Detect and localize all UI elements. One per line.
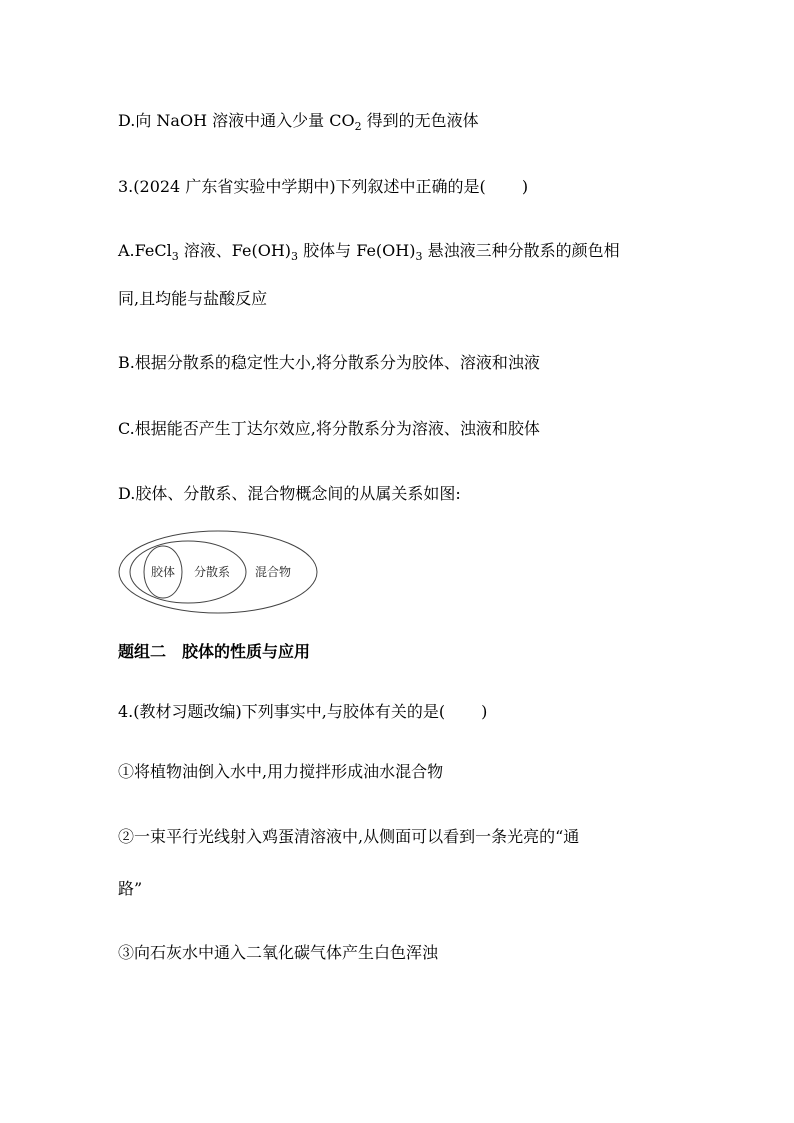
question-3-text: 3.(2024 广东省实验中学期中)下列叙述中正确的是(	[118, 177, 486, 196]
option-d-line	[118, 110, 479, 132]
option-a-text: 胶体与 Fe(OH)	[298, 241, 416, 260]
question-4	[118, 701, 487, 723]
option-a-text: A.FeCl	[118, 241, 172, 260]
option-a-line-1	[118, 240, 620, 262]
middle-label: 分散系	[193, 565, 231, 579]
question-3	[118, 176, 528, 198]
option-c: C.根据能否产生丁达尔效应,将分散系分为溶液、浊液和胶体	[118, 419, 540, 438]
outer-label: 混合物	[254, 565, 292, 579]
section-heading: 题组二 胶体的性质与应用	[118, 642, 311, 661]
item-2-line-1: ②一束平行光线射入鸡蛋清溶液中,从侧面可以看到一条光亮的“通	[118, 827, 580, 846]
subscript: 3	[291, 250, 299, 263]
option-d-text: D.向 NaOH 溶液中通入少量 CO	[118, 111, 355, 130]
option-b: B.根据分散系的稳定性大小,将分散系分为胶体、溶液和浊液	[118, 353, 540, 372]
option-d-text-end: 得到的无色液体	[361, 111, 479, 130]
item-3: ③向石灰水中通入二氧化碳气体产生白色浑浊	[118, 943, 439, 962]
inner-label: 胶体	[150, 565, 176, 579]
subscript: 2	[354, 120, 362, 133]
question-3-close: )	[521, 177, 529, 196]
question-4-text: 4.(教材习题改编)下列事实中,与胶体有关的是(	[118, 702, 446, 721]
option-a-line-2: 同,且均能与盐酸反应	[118, 289, 268, 308]
option-a-text: 悬浊液三种分散系的颜色相	[422, 241, 620, 260]
item-1: ①将植物油倒入水中,用力搅拌形成油水混合物	[118, 762, 444, 781]
subscript: 3	[415, 250, 423, 263]
concept-diagram	[118, 530, 323, 615]
item-2-line-2: 路”	[118, 879, 143, 898]
option-d: D.胶体、分散系、混合物概念间的从属关系如图:	[118, 484, 461, 503]
question-4-close: )	[481, 702, 488, 721]
option-a-text: 溶液、Fe(OH)	[178, 241, 292, 260]
subscript: 3	[171, 250, 179, 263]
